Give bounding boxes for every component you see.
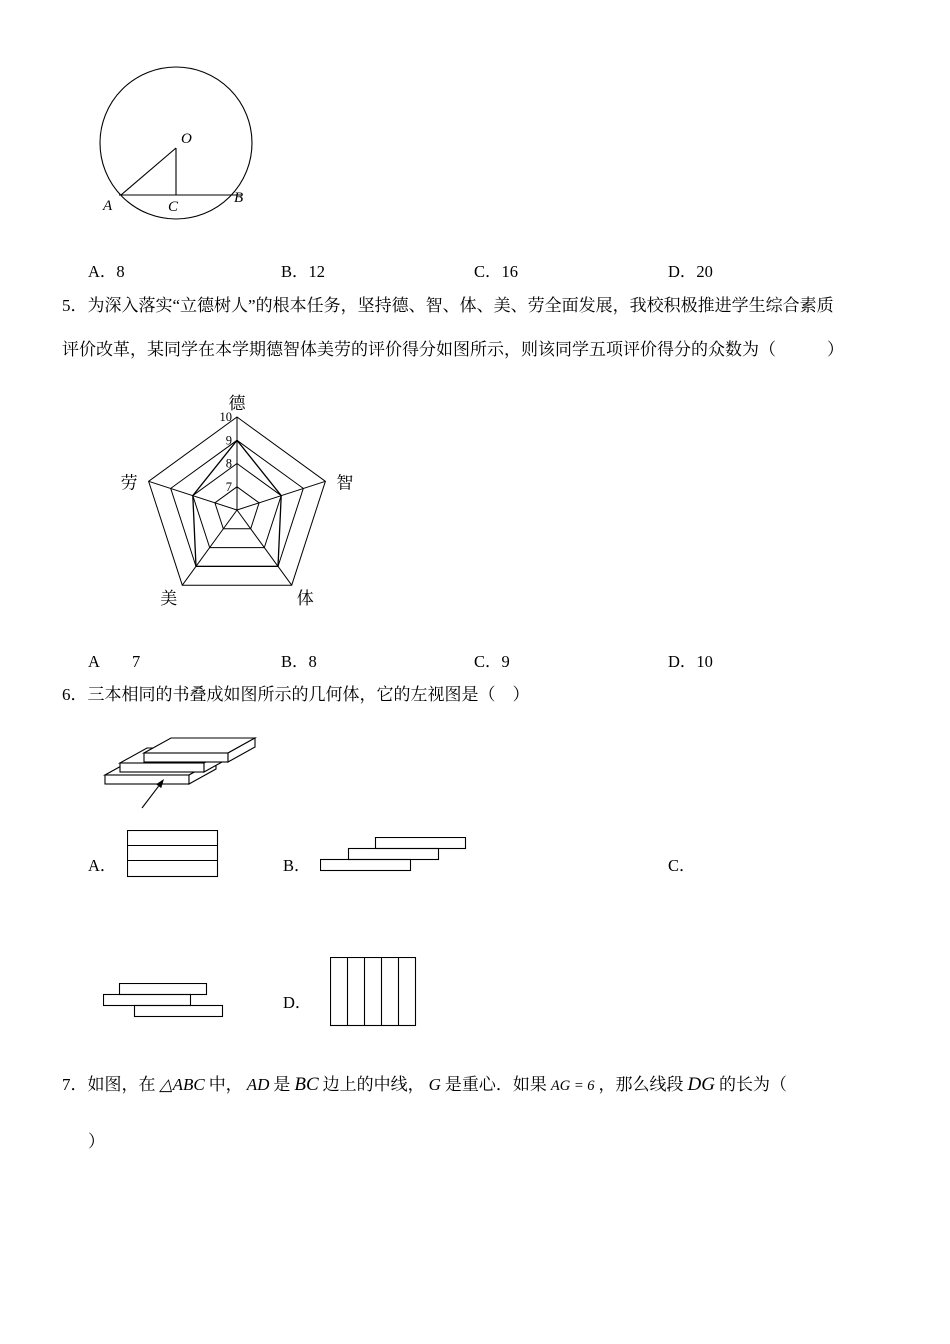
q6-option-b-figure: [320, 837, 467, 874]
q5-option-c: C．9: [474, 652, 510, 671]
book3-front-face: [144, 753, 228, 762]
radar-axis-label-体: 体: [296, 589, 314, 609]
q5-option-d: D．10: [668, 652, 713, 671]
q6-option-d-figure: [330, 957, 417, 1027]
radar-axis-label-德: 德: [228, 394, 246, 413]
q6-option-c-figure: [103, 983, 236, 1020]
q7-math-ag-6: AG = 6: [550, 1078, 595, 1094]
q7-text: 是重心．如果: [444, 1075, 547, 1094]
q7-math-triangle-abc: △ABC: [159, 1075, 205, 1094]
q7-math-ad: AD: [246, 1075, 270, 1094]
optC-bar: [120, 984, 207, 995]
q7-text: 是: [273, 1075, 291, 1094]
radar-tick-9: 9: [225, 433, 232, 448]
q4-circle-figure: [95, 58, 267, 228]
q7-close-paren: ）: [88, 1132, 105, 1151]
q7-text: ，那么线段: [598, 1075, 684, 1094]
q6-option-label-a: A．: [88, 856, 117, 875]
q6-option-a-figure: [127, 830, 219, 878]
q7-math-dg: DG: [687, 1074, 715, 1095]
view-arrow-shaft: [142, 786, 159, 808]
q5-option-a: A 7: [88, 652, 141, 671]
radar-tick-8: 8: [225, 456, 232, 471]
q6-text: 6．三本相同的书叠成如图所示的几何体，它的左视图是（ ）: [62, 685, 530, 704]
optB-bar: [376, 838, 466, 849]
optD-outline: [331, 958, 416, 1026]
segment-OA: [121, 148, 176, 195]
q7-math-bc: BC: [294, 1074, 319, 1095]
radar-tick-7: 7: [225, 479, 232, 494]
optA-outline: [128, 831, 218, 877]
q7-text: 边上的中线，: [322, 1075, 425, 1094]
q5-text-line2: 评价改革，某同学在本学期德智体美劳的评价得分如图所示，则该同学五项评价得分的众数为（ ）: [62, 340, 844, 359]
radar-axis-label-美: 美: [160, 589, 178, 609]
point-label-O: O: [181, 131, 192, 147]
radar-tick-10: 10: [219, 410, 232, 424]
book2-front-face: [120, 763, 204, 772]
radar-axis-label-劳: 劳: [120, 473, 138, 493]
q5-text-line1: 5．为深入落实“立德树人”的根本任务，坚持德、智、体、美、劳全面发展，我校积极推进学生综合素质: [62, 296, 834, 315]
optB-bar: [349, 849, 439, 860]
q7-text: 的长为（: [719, 1075, 787, 1094]
radar-axis-label-智: 智: [336, 473, 354, 493]
q7-text: 7．如图，在: [62, 1075, 156, 1094]
optC-bar: [104, 995, 191, 1006]
q4-option-a: A．8: [88, 262, 125, 281]
point-label-B: B: [234, 190, 244, 206]
optC-bar: [135, 1006, 223, 1017]
q5-radar-chart: [110, 390, 365, 622]
q7-math-g: G: [428, 1075, 441, 1094]
q7-text: 中，: [208, 1075, 243, 1094]
q4-option-d: D．20: [668, 262, 713, 281]
q4-option-c: C．16: [474, 262, 519, 281]
point-label-C: C: [168, 199, 179, 215]
q6-option-label-c: C．: [668, 856, 696, 875]
q4-option-b: B．12: [281, 262, 326, 281]
q6-books-figure: [98, 716, 278, 814]
q5-option-b: B．8: [281, 652, 317, 671]
optB-bar: [321, 860, 411, 871]
q6-option-label-b: B．: [283, 856, 311, 875]
point-label-A: A: [103, 198, 113, 214]
q6-option-label-d: D．: [283, 993, 312, 1012]
q7-text-line: [62, 1070, 787, 1096]
circle-outline: [100, 67, 252, 219]
book1-front-face: [105, 775, 189, 784]
